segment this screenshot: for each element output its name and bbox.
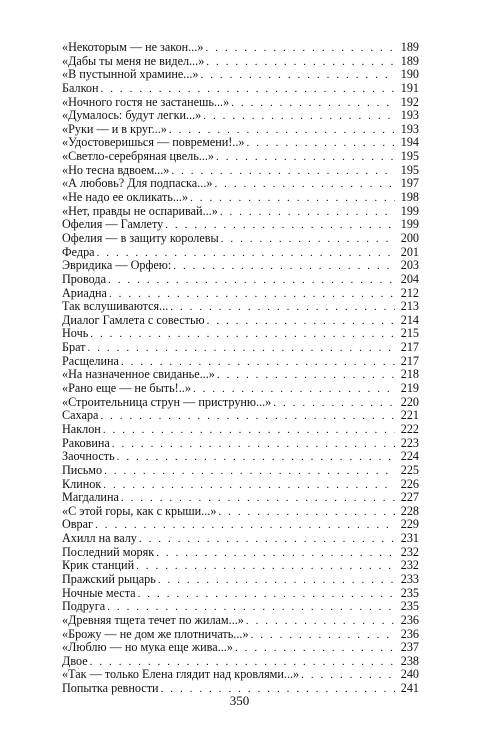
dot-leader [95, 519, 395, 532]
toc-entry [62, 41, 419, 55]
toc-entry [62, 546, 419, 560]
dot-leader [104, 465, 395, 478]
toc-entry-title: Пражский рыцарь [62, 572, 156, 586]
dot-leader [231, 97, 395, 110]
toc-entry [62, 505, 419, 519]
toc-entry-page: 200 [400, 231, 419, 245]
toc-entry-page: 225 [400, 463, 419, 477]
toc-entry [62, 614, 419, 628]
toc-entry-title: Попытка ревности [62, 682, 159, 696]
toc-entry-page: 197 [400, 177, 419, 191]
toc-entry [62, 96, 419, 110]
toc-entry-page: 221 [400, 409, 419, 423]
toc-entry [62, 518, 419, 532]
toc-entry-page: 233 [400, 572, 419, 586]
toc-entry [62, 559, 419, 573]
toc-entry [62, 123, 419, 137]
toc-entry [62, 532, 419, 546]
dot-leader [169, 124, 395, 137]
toc-entry-page: 215 [400, 327, 419, 341]
toc-entry-page: 194 [400, 136, 419, 150]
toc-entry-page: 213 [400, 300, 419, 314]
toc-entry-page: 241 [400, 682, 419, 696]
toc-entry-page: 217 [400, 354, 419, 368]
toc-entry-title: Ночь [62, 327, 89, 341]
dot-leader [205, 42, 395, 55]
dot-leader [156, 547, 395, 560]
toc-entry-page: 235 [400, 600, 419, 614]
toc-entry-page: 231 [400, 532, 419, 546]
dot-leader [97, 247, 395, 260]
dot-leader [100, 410, 395, 423]
dot-leader [90, 656, 395, 669]
toc-entry-title: «Нет, правды не оспаривай...» [62, 204, 218, 218]
toc-entry-page: 199 [400, 204, 419, 218]
toc-entry-title: Диалог Гамлета с совестью [62, 313, 205, 327]
dot-leader [108, 274, 395, 287]
toc-entry-title: «Не надо ее окликать...» [62, 191, 189, 205]
toc-entry-page: 212 [400, 286, 419, 300]
dot-leader [173, 260, 395, 273]
toc-entry-page: 192 [400, 95, 419, 109]
dot-leader [109, 288, 395, 301]
toc-entry [62, 437, 419, 451]
toc-entry [62, 450, 419, 464]
toc-entry-page: 236 [400, 627, 419, 641]
toc-entry-title: Ахилл на валу [62, 532, 137, 546]
toc-entry-page: 223 [400, 436, 419, 450]
toc-entry-page: 224 [400, 450, 419, 464]
toc-entry-title: Крик станций [62, 559, 135, 573]
toc-entry-title: «Удостоверишься — повремени!..» [62, 136, 245, 150]
dot-leader [107, 601, 395, 614]
toc-entry-title: Балкон [62, 81, 99, 95]
toc-entry-title: «Дабы ты меня не видел...» [62, 54, 205, 68]
dot-leader [235, 642, 395, 655]
dot-leader [206, 56, 395, 69]
toc-entry-title: «А любовь? Для подпаска...» [62, 177, 213, 191]
toc-entry [62, 82, 419, 96]
toc-entry-title: Сахара [62, 409, 99, 423]
toc-entry [62, 641, 419, 655]
dot-leader [165, 219, 395, 232]
dot-leader [221, 233, 395, 246]
toc-entry-page: 218 [400, 368, 419, 382]
dot-leader [193, 383, 395, 396]
dot-leader [112, 438, 395, 451]
toc-entry-title: Эвридика — Орфею: [62, 259, 172, 273]
toc-entry-title: «Светло-серебряная цвель...» [62, 150, 215, 164]
toc-entry-page: 198 [400, 191, 419, 205]
dot-leader [201, 69, 395, 82]
toc-entry-title: «В пустынной храмине...» [62, 68, 199, 82]
dot-leader [247, 137, 395, 150]
toc-entry-page: 195 [400, 163, 419, 177]
dot-leader [246, 615, 395, 628]
dot-leader [139, 533, 395, 546]
toc-entry-page: 201 [400, 245, 419, 259]
dot-leader [217, 369, 395, 382]
toc-entry-page: 193 [400, 122, 419, 136]
toc-entry-page: 214 [400, 313, 419, 327]
toc-entry [62, 287, 419, 301]
toc-entry-title: «Брожу — не дом же плотничать...» [62, 627, 249, 641]
dot-leader [170, 301, 395, 314]
toc-entry-title: «Та́к — только Елена глядит над кровлями...» [62, 668, 300, 682]
dot-leader [273, 397, 395, 410]
dot-leader [214, 178, 395, 191]
toc-entry-page: 204 [400, 272, 419, 286]
toc-entry [62, 55, 419, 69]
toc-entry-page: 236 [400, 613, 419, 627]
dot-leader [90, 328, 395, 341]
toc-entry [62, 218, 419, 232]
toc-entry-title: «С этой горы, как с крыши...» [62, 504, 217, 518]
toc-entry-title: «Строительница струн — приструню...» [62, 395, 272, 409]
toc-entry [62, 668, 419, 682]
toc-entry-title: Заочность [62, 450, 115, 464]
toc-entry [62, 341, 419, 355]
toc-entry-page: 199 [400, 218, 419, 232]
toc-entry [62, 600, 419, 614]
dot-leader [136, 560, 395, 573]
toc-entry-page: 219 [400, 382, 419, 396]
dot-leader [138, 588, 395, 601]
toc-entry [62, 164, 419, 178]
dot-leader [88, 342, 395, 355]
toc-entry-title: «На назначенное свиданье...» [62, 368, 215, 382]
toc-entry-page: 237 [400, 641, 419, 655]
toc-entry [62, 136, 419, 150]
toc-entry [62, 68, 419, 82]
table-of-contents [62, 41, 419, 696]
toc-entry-page: 235 [400, 586, 419, 600]
dot-leader [158, 574, 395, 587]
toc-entry [62, 150, 419, 164]
dot-leader [220, 206, 395, 219]
toc-entry [62, 491, 419, 505]
dot-leader [218, 506, 395, 519]
dot-leader [117, 451, 395, 464]
toc-entry-page: 240 [400, 668, 419, 682]
toc-entry [62, 109, 419, 123]
toc-entry-title: Магдалина [62, 491, 119, 505]
dot-leader [103, 424, 395, 437]
toc-entry-page: 222 [400, 422, 419, 436]
toc-entry [62, 259, 419, 273]
toc-entry-title: Ариадна [62, 286, 107, 300]
toc-entry [62, 587, 419, 601]
toc-entry-title: Подруга [62, 600, 106, 614]
toc-entry-title: Расщелина [62, 354, 119, 368]
toc-entry-page: 220 [400, 395, 419, 409]
toc-entry [62, 478, 419, 492]
toc-entry-title: «Но тесна вдвоем...» [62, 163, 170, 177]
toc-entry-page: 189 [400, 54, 419, 68]
toc-entry-title: «Некоторым — не закон...» [62, 41, 204, 54]
toc-entry-title: «Ночного гостя не застанешь...» [62, 95, 230, 109]
toc-entry-title: «Древняя тщета течет по жилам...» [62, 613, 244, 627]
toc-entry [62, 655, 419, 669]
toc-entry [62, 177, 419, 191]
toc-entry-page: 238 [400, 654, 419, 668]
toc-entry-title: Офелия — Гамлету [62, 218, 164, 232]
toc-entry [62, 205, 419, 219]
toc-entry-title: Брат [62, 341, 86, 355]
toc-entry-page: 227 [400, 491, 419, 505]
toc-entry [62, 191, 419, 205]
toc-entry-page: 232 [400, 545, 419, 559]
dot-leader [251, 629, 395, 642]
dot-leader [103, 479, 395, 492]
page-number: 350 [229, 693, 250, 708]
toc-entry [62, 409, 419, 423]
toc-entry-page: 193 [400, 109, 419, 123]
toc-entry [62, 573, 419, 587]
toc-entry [62, 368, 419, 382]
toc-entry-title: Двое [62, 654, 88, 668]
toc-entry-page: 195 [400, 150, 419, 164]
toc-entry [62, 314, 419, 328]
toc-entry-title: Раковина [62, 436, 110, 450]
toc-entry-page: 228 [400, 504, 419, 518]
toc-entry-title: «Думалось: будут легки...» [62, 109, 202, 123]
toc-entry-page: 189 [400, 41, 419, 54]
toc-entry [62, 628, 419, 642]
toc-entry-title: «Люблю — но мука еще жива...» [62, 641, 233, 655]
dot-leader [203, 110, 395, 123]
dot-leader [216, 151, 395, 164]
toc-entry-page: 229 [400, 518, 419, 532]
dot-leader [121, 356, 395, 369]
toc-entry [62, 464, 419, 478]
toc-entry-page: 203 [400, 259, 419, 273]
dot-leader [101, 83, 395, 96]
toc-entry-title: «Рано еще — не быть!..» [62, 382, 191, 396]
toc-entry [62, 232, 419, 246]
toc-entry [62, 382, 419, 396]
toc-entry [62, 273, 419, 287]
toc-entry-title: Федра [62, 245, 95, 259]
toc-entry-title: Клинок [62, 477, 102, 491]
toc-entry-title: Овраг [62, 518, 94, 532]
toc-entry [62, 423, 419, 437]
toc-entry [62, 300, 419, 314]
dot-leader [171, 165, 395, 178]
dot-leader [121, 492, 395, 505]
toc-entry [62, 355, 419, 369]
dot-leader [207, 315, 395, 328]
toc-entry-title: Наклон [62, 422, 101, 436]
dot-leader [301, 669, 395, 682]
toc-entry-title: Провода [62, 272, 107, 286]
toc-entry-page: 226 [400, 477, 419, 491]
toc-entry [62, 246, 419, 260]
toc-entry-page: 190 [400, 68, 419, 82]
toc-entry [62, 396, 419, 410]
toc-entry-page: 191 [400, 81, 419, 95]
toc-entry-title: «Руки — и в круг...» [62, 122, 167, 136]
toc-entry-title: Письмо [62, 463, 103, 477]
toc-entry [62, 327, 419, 341]
toc-entry-page: 217 [400, 341, 419, 355]
toc-entry-page: 232 [400, 559, 419, 573]
toc-entry-title: Так вслушиваются... [62, 300, 169, 314]
toc-entry-title: Последний моряк [62, 545, 155, 559]
dot-leader [190, 192, 395, 205]
toc-entry-title: Офелия — в защиту королевы [62, 231, 219, 245]
toc-entry-title: Ночные места [62, 586, 136, 600]
